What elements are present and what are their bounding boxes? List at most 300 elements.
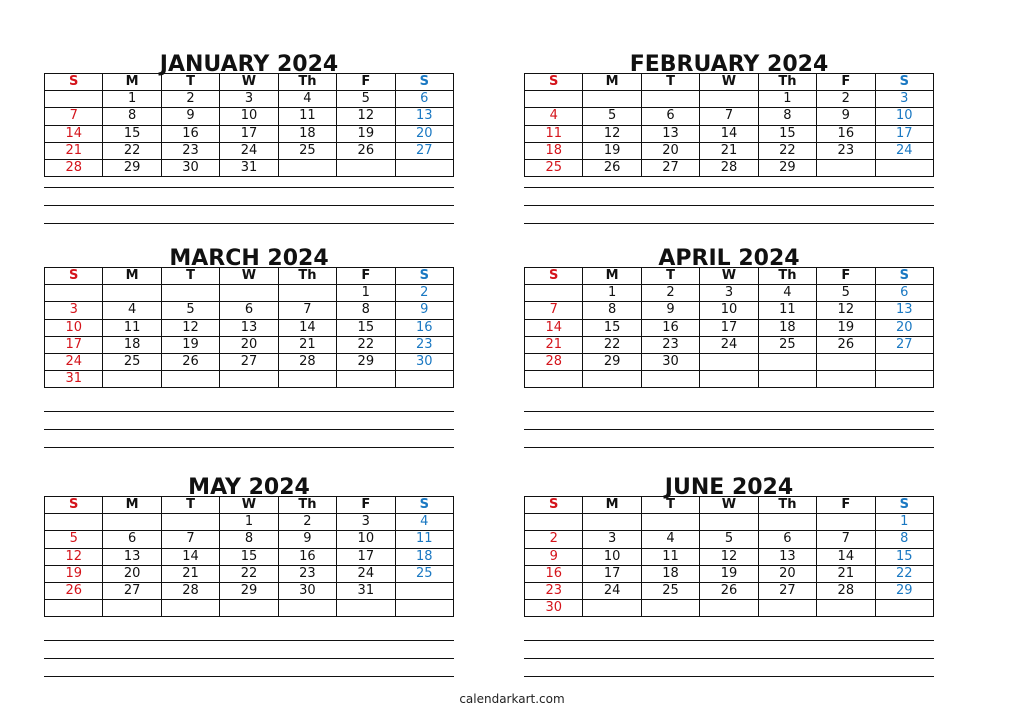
day-cell: 5 [817,285,875,302]
day-cell: 2 [817,91,875,108]
day-cell [758,371,816,388]
day-cell [525,514,583,531]
day-cell: 30 [395,353,453,370]
day-cell [700,600,758,617]
day-cell: 15 [220,548,278,565]
week-row [525,159,934,176]
day-cell: 6 [641,108,699,125]
month-title: MAY 2024 [188,475,310,500]
day-cell: 19 [337,125,395,142]
day-cell: 11 [278,108,336,125]
day-cell: 23 [395,336,453,353]
calendar-grid [524,73,934,177]
day-cell [337,371,395,388]
day-cell: 24 [583,582,641,599]
day-cell: 11 [103,319,161,336]
day-cell: 23 [525,582,583,599]
day-cell: 16 [525,565,583,582]
day-cell: 10 [583,548,641,565]
weekday-header: S [395,74,453,91]
week-row [45,108,454,125]
day-cell: 5 [45,531,103,548]
week-row [45,336,454,353]
day-cell: 10 [700,302,758,319]
day-cell: 10 [45,319,103,336]
day-cell: 8 [758,108,816,125]
day-cell: 9 [817,108,875,125]
calendar-grid [44,73,454,177]
footer-site: calendarkart.com [459,692,565,706]
month-title: JANUARY 2024 [159,52,339,77]
day-cell [875,371,933,388]
day-cell: 14 [278,319,336,336]
day-cell: 14 [161,548,219,565]
day-cell [641,600,699,617]
weekday-header: S [395,268,453,285]
day-cell: 20 [103,565,161,582]
day-cell: 26 [45,582,103,599]
weekday-header: M [583,268,641,285]
week-row [525,531,934,548]
day-cell: 21 [278,336,336,353]
day-cell: 14 [525,319,583,336]
day-cell: 26 [700,582,758,599]
day-cell [817,371,875,388]
day-cell: 3 [337,514,395,531]
weekday-header: T [641,268,699,285]
day-cell: 14 [817,548,875,565]
week-row [525,371,934,388]
weekday-header: M [583,497,641,514]
day-cell: 31 [45,371,103,388]
day-cell: 3 [700,285,758,302]
day-cell: 14 [45,125,103,142]
weekday-header: W [700,74,758,91]
day-cell: 12 [45,548,103,565]
day-cell: 7 [525,302,583,319]
note-line [524,187,934,188]
day-cell: 2 [641,285,699,302]
weekday-header-row [525,74,934,91]
week-row [45,531,454,548]
day-cell [641,371,699,388]
day-cell [220,600,278,617]
day-cell: 31 [220,159,278,176]
weekday-header: W [220,497,278,514]
note-line [44,658,454,659]
day-cell: 6 [875,285,933,302]
day-cell: 12 [700,548,758,565]
day-cell [817,514,875,531]
day-cell [103,514,161,531]
day-cell: 21 [817,565,875,582]
day-cell: 9 [395,302,453,319]
day-cell: 8 [220,531,278,548]
day-cell: 22 [583,336,641,353]
day-cell: 6 [103,531,161,548]
weekday-header: F [817,497,875,514]
note-line [44,205,454,206]
month-title: MARCH 2024 [169,246,329,271]
day-cell: 22 [103,142,161,159]
weekday-header: F [337,497,395,514]
weekday-header: S [45,268,103,285]
note-line [44,411,454,412]
day-cell: 21 [45,142,103,159]
day-cell [395,600,453,617]
weekday-header-row [525,268,934,285]
weekday-header: M [103,74,161,91]
day-cell: 13 [395,108,453,125]
weekday-header: W [700,497,758,514]
day-cell: 20 [875,319,933,336]
day-cell: 25 [525,159,583,176]
note-line [44,447,454,448]
week-row [45,142,454,159]
day-cell: 15 [583,319,641,336]
day-cell: 29 [103,159,161,176]
week-row [45,285,454,302]
day-cell [817,353,875,370]
day-cell: 7 [278,302,336,319]
day-cell: 26 [337,142,395,159]
day-cell: 23 [641,336,699,353]
day-cell: 25 [758,336,816,353]
day-cell: 9 [641,302,699,319]
day-cell: 30 [278,582,336,599]
day-cell: 30 [525,600,583,617]
day-cell [758,514,816,531]
day-cell [220,371,278,388]
day-cell [45,600,103,617]
week-row [525,336,934,353]
day-cell: 20 [641,142,699,159]
day-cell: 15 [758,125,816,142]
note-line [44,223,454,224]
week-row [45,514,454,531]
note-line [524,658,934,659]
day-cell: 17 [337,548,395,565]
day-cell [641,514,699,531]
day-cell [700,514,758,531]
day-cell: 4 [278,91,336,108]
day-cell: 23 [278,565,336,582]
weekday-header: S [875,74,933,91]
day-cell [278,600,336,617]
day-cell [337,159,395,176]
day-cell: 26 [583,159,641,176]
day-cell: 28 [278,353,336,370]
weekday-header: S [525,74,583,91]
month-title: JUNE 2024 [664,475,794,500]
day-cell: 8 [583,302,641,319]
day-cell: 25 [278,142,336,159]
day-cell: 27 [875,336,933,353]
day-cell: 8 [337,302,395,319]
day-cell: 6 [220,302,278,319]
month-title: APRIL 2024 [658,246,800,271]
day-cell: 11 [525,125,583,142]
day-cell: 28 [161,582,219,599]
day-cell: 3 [875,91,933,108]
day-cell: 20 [758,565,816,582]
day-cell [817,159,875,176]
day-cell: 24 [700,336,758,353]
day-cell [641,91,699,108]
day-cell: 27 [641,159,699,176]
day-cell: 1 [220,514,278,531]
day-cell: 16 [395,319,453,336]
weekday-header: Th [758,74,816,91]
day-cell: 4 [103,302,161,319]
day-cell: 9 [161,108,219,125]
day-cell: 1 [103,91,161,108]
day-cell: 5 [337,91,395,108]
weekday-header: F [817,268,875,285]
day-cell: 2 [395,285,453,302]
day-cell [875,159,933,176]
day-cell: 21 [161,565,219,582]
week-row [45,582,454,599]
week-row [45,371,454,388]
weekday-header: F [337,74,395,91]
day-cell: 5 [700,531,758,548]
day-cell: 10 [220,108,278,125]
week-row [45,565,454,582]
day-cell: 15 [103,125,161,142]
day-cell: 19 [161,336,219,353]
day-cell: 10 [875,108,933,125]
day-cell [395,159,453,176]
week-row [525,319,934,336]
day-cell: 27 [103,582,161,599]
day-cell [103,285,161,302]
day-cell: 1 [875,514,933,531]
day-cell: 24 [875,142,933,159]
note-line [524,640,934,641]
day-cell: 19 [817,319,875,336]
day-cell: 12 [337,108,395,125]
day-cell [758,353,816,370]
week-row [525,285,934,302]
week-row [525,565,934,582]
week-row [45,600,454,617]
day-cell: 2 [278,514,336,531]
note-line [44,676,454,677]
day-cell: 16 [278,548,336,565]
weekday-header: T [161,497,219,514]
weekday-header: S [45,497,103,514]
day-cell [161,514,219,531]
week-row [525,302,934,319]
day-cell: 28 [45,159,103,176]
week-row [45,159,454,176]
day-cell: 7 [45,108,103,125]
note-line [44,187,454,188]
day-cell: 17 [220,125,278,142]
week-row [525,142,934,159]
day-cell: 28 [700,159,758,176]
day-cell: 4 [525,108,583,125]
weekday-header: Th [758,497,816,514]
day-cell [161,371,219,388]
week-row [525,353,934,370]
day-cell [875,600,933,617]
week-row [45,548,454,565]
day-cell: 1 [337,285,395,302]
day-cell: 19 [583,142,641,159]
day-cell [583,371,641,388]
day-cell: 8 [103,108,161,125]
day-cell [161,600,219,617]
day-cell: 18 [525,142,583,159]
week-row [525,91,934,108]
day-cell [337,600,395,617]
day-cell [395,371,453,388]
day-cell: 14 [700,125,758,142]
day-cell: 3 [45,302,103,319]
week-row [45,302,454,319]
note-line [44,429,454,430]
day-cell: 2 [525,531,583,548]
note-line [524,447,934,448]
day-cell: 27 [758,582,816,599]
day-cell: 22 [758,142,816,159]
week-row [525,582,934,599]
day-cell [758,600,816,617]
day-cell: 20 [395,125,453,142]
day-cell: 26 [817,336,875,353]
month-title: FEBRUARY 2024 [629,52,829,77]
weekday-header: Th [278,74,336,91]
day-cell: 7 [817,531,875,548]
note-line [524,223,934,224]
weekday-header: M [103,268,161,285]
day-cell: 11 [641,548,699,565]
day-cell: 22 [875,565,933,582]
day-cell: 15 [875,548,933,565]
day-cell: 13 [103,548,161,565]
weekday-header: S [525,268,583,285]
week-row [45,353,454,370]
day-cell: 16 [161,125,219,142]
day-cell [278,159,336,176]
day-cell [525,91,583,108]
day-cell [583,600,641,617]
day-cell [45,91,103,108]
day-cell: 4 [641,531,699,548]
day-cell: 22 [337,336,395,353]
day-cell: 19 [700,565,758,582]
weekday-header: W [220,74,278,91]
day-cell: 10 [337,531,395,548]
day-cell [278,285,336,302]
day-cell: 25 [641,582,699,599]
day-cell [103,371,161,388]
day-cell [817,600,875,617]
day-cell: 22 [220,565,278,582]
day-cell: 1 [758,91,816,108]
day-cell [161,285,219,302]
day-cell: 24 [45,353,103,370]
day-cell: 30 [161,159,219,176]
day-cell: 13 [220,319,278,336]
weekday-header-row [45,268,454,285]
weekday-header: S [525,497,583,514]
day-cell [875,353,933,370]
day-cell: 12 [817,302,875,319]
day-cell: 16 [817,125,875,142]
day-cell: 18 [641,565,699,582]
day-cell: 30 [641,353,699,370]
day-cell: 13 [875,302,933,319]
day-cell: 1 [583,285,641,302]
day-cell [395,582,453,599]
day-cell: 31 [337,582,395,599]
weekday-header: Th [278,497,336,514]
day-cell: 29 [583,353,641,370]
day-cell [700,353,758,370]
weekday-header: S [395,497,453,514]
day-cell: 9 [278,531,336,548]
calendar-grid [524,496,934,617]
day-cell [583,514,641,531]
weekday-header: S [875,497,933,514]
day-cell: 9 [525,548,583,565]
day-cell: 23 [161,142,219,159]
day-cell: 21 [525,336,583,353]
day-cell: 28 [525,353,583,370]
note-line [524,429,934,430]
day-cell: 12 [583,125,641,142]
day-cell [525,285,583,302]
week-row [525,514,934,531]
day-cell: 5 [583,108,641,125]
calendar-grid [44,496,454,617]
weekday-header: T [161,268,219,285]
day-cell: 17 [700,319,758,336]
week-row [45,319,454,336]
day-cell: 26 [161,353,219,370]
day-cell [700,371,758,388]
weekday-header-row [45,74,454,91]
day-cell: 18 [278,125,336,142]
day-cell: 4 [758,285,816,302]
day-cell: 6 [758,531,816,548]
day-cell: 18 [758,319,816,336]
day-cell: 24 [220,142,278,159]
weekday-header: T [641,74,699,91]
weekday-header: F [337,268,395,285]
day-cell: 24 [337,565,395,582]
day-cell: 17 [583,565,641,582]
weekday-header: T [641,497,699,514]
weekday-header: M [103,497,161,514]
day-cell: 12 [161,319,219,336]
day-cell: 3 [220,91,278,108]
day-cell: 13 [641,125,699,142]
day-cell: 27 [395,142,453,159]
day-cell: 29 [337,353,395,370]
week-row [525,108,934,125]
day-cell [45,285,103,302]
weekday-header: S [45,74,103,91]
day-cell [525,371,583,388]
day-cell [583,91,641,108]
day-cell: 25 [395,565,453,582]
note-line [44,640,454,641]
day-cell: 23 [817,142,875,159]
